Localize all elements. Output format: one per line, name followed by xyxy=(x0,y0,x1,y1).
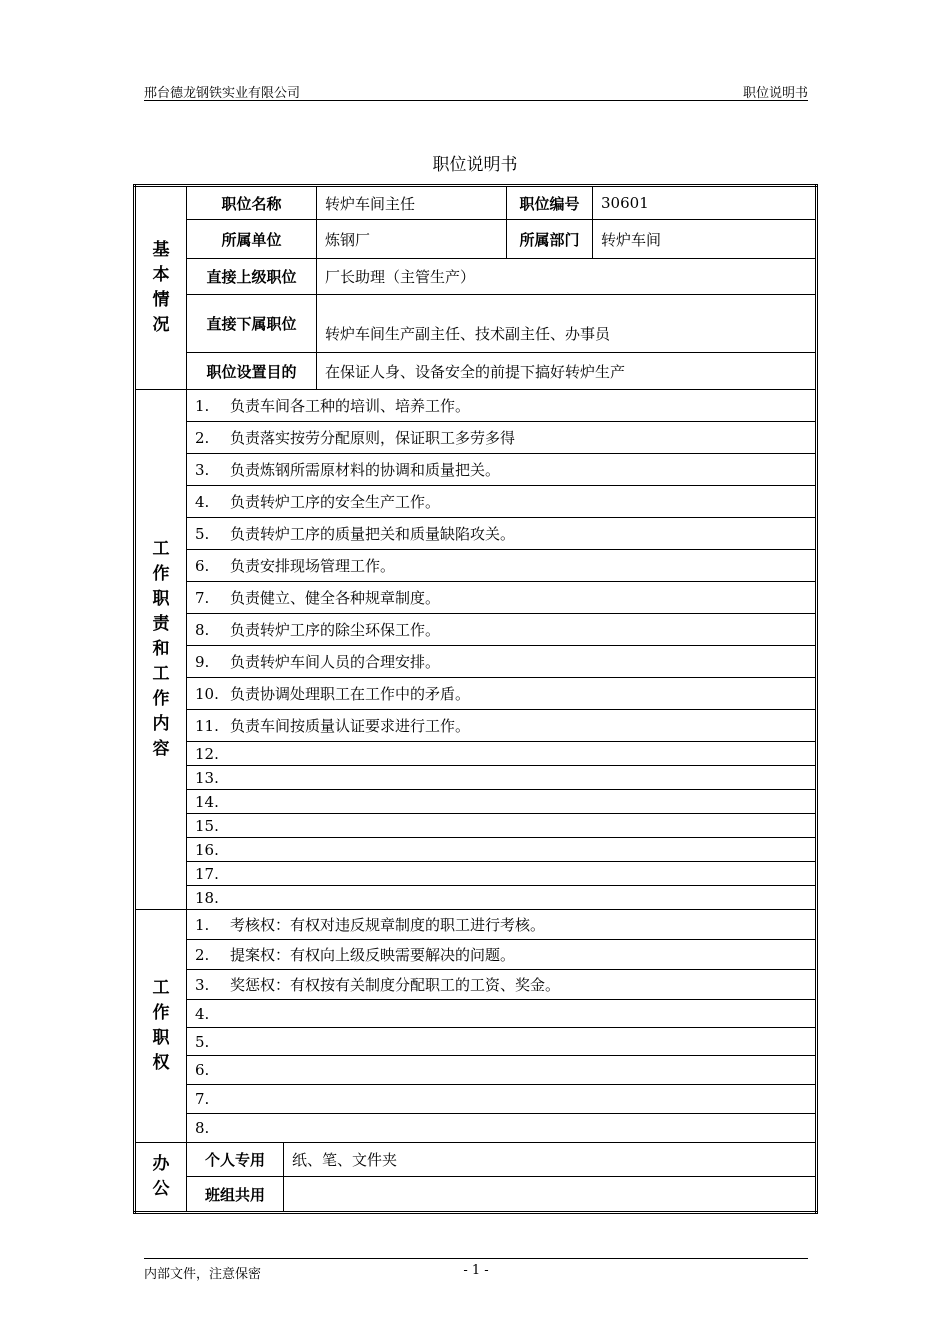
list-item-row xyxy=(135,910,817,940)
list-item xyxy=(187,422,817,454)
item-number: 1. xyxy=(195,397,210,415)
personal-use-value: 纸、笔、文件夹 xyxy=(284,1143,817,1177)
list-item-row xyxy=(135,486,817,518)
list-item xyxy=(187,910,817,940)
item-number: 8. xyxy=(195,1119,210,1137)
list-item xyxy=(187,454,817,486)
position-name-value: 转炉车间主任 xyxy=(317,186,507,220)
list-item-row xyxy=(135,518,817,550)
item-number: 7. xyxy=(195,1090,210,1108)
item-text: 负责转炉工序的除尘环保工作。 xyxy=(230,621,441,639)
item-text: 提案权：有权向上级反映需要解决的问题。 xyxy=(230,946,516,964)
list-item xyxy=(187,1028,817,1056)
item-text: 考核权：有权对违反规章制度的职工进行考核。 xyxy=(230,916,546,934)
list-item-row xyxy=(135,970,817,1000)
item-text: 负责落实按劳分配原则，保证职工多劳多得 xyxy=(230,429,516,447)
item-number: 9. xyxy=(195,653,210,671)
item-number: 2. xyxy=(195,946,210,964)
list-item xyxy=(187,1056,817,1085)
item-text: 奖惩权：有权按有关制度分配职工的工资、奖金。 xyxy=(230,976,561,994)
item-number: 12. xyxy=(195,744,219,763)
section-office: 办 公 xyxy=(135,1143,187,1213)
item-number: 5. xyxy=(195,525,210,543)
row-purpose xyxy=(135,353,817,390)
dept-label: 所属部门 xyxy=(507,220,593,259)
item-text: 负责车间按质量认证要求进行工作。 xyxy=(230,717,471,735)
item-number: 5. xyxy=(195,1032,210,1051)
row-subordinate xyxy=(135,295,817,353)
list-item-row xyxy=(135,1056,817,1085)
item-text: 负责转炉车间人员的合理安排。 xyxy=(230,653,441,671)
list-item xyxy=(187,646,817,678)
item-number: 15. xyxy=(195,816,219,835)
item-number: 6. xyxy=(195,557,210,575)
list-item-row xyxy=(135,454,817,486)
list-item-row xyxy=(135,886,817,910)
item-text: 负责转炉工序的安全生产工作。 xyxy=(230,493,441,511)
list-item-row xyxy=(135,678,817,710)
item-number: 13. xyxy=(195,768,219,787)
item-text: 负责安排现场管理工作。 xyxy=(230,557,396,575)
item-number: 7. xyxy=(195,589,210,607)
subordinate-label: 直接下属职位 xyxy=(187,295,317,353)
list-item-row xyxy=(135,1114,817,1143)
shared-use-value xyxy=(284,1177,817,1213)
row-unit xyxy=(135,220,817,259)
list-item xyxy=(187,710,817,742)
item-number: 2. xyxy=(195,429,210,447)
list-item xyxy=(187,790,817,814)
list-item-row xyxy=(135,742,817,766)
list-item xyxy=(187,766,817,790)
list-item-row xyxy=(135,422,817,454)
list-item xyxy=(187,582,817,614)
list-item-row xyxy=(135,646,817,678)
item-text: 负责健立、健全各种规章制度。 xyxy=(230,589,441,607)
page-footer xyxy=(144,1258,808,1282)
list-item xyxy=(187,518,817,550)
item-text: 负责炼钢所需原材料的协调和质量把关。 xyxy=(230,461,501,479)
list-item xyxy=(187,862,817,886)
item-number: 18. xyxy=(195,888,219,907)
row-position-name xyxy=(135,186,817,220)
item-number: 17. xyxy=(195,864,219,883)
list-item-row xyxy=(135,814,817,838)
list-item xyxy=(187,970,817,1000)
list-item xyxy=(187,1000,817,1028)
unit-label: 所属单位 xyxy=(187,220,317,259)
unit-value: 炼钢厂 xyxy=(317,220,507,259)
list-item xyxy=(187,390,817,422)
confidential-note: 内部文件，注意保密 xyxy=(144,1267,262,1282)
list-item xyxy=(187,940,817,970)
document-title: 职位说明书 xyxy=(432,155,518,175)
list-item-row xyxy=(135,1085,817,1114)
list-item-row xyxy=(135,1000,817,1028)
list-item-row xyxy=(135,766,817,790)
list-item-row xyxy=(135,582,817,614)
position-name-label: 职位名称 xyxy=(187,186,317,220)
item-text: 负责协调处理职工在工作中的矛盾。 xyxy=(230,685,471,703)
personal-use-label: 个人专用 xyxy=(187,1143,284,1177)
section-duties: 工 作 职 责 和 工 作 内 容 xyxy=(135,390,187,910)
company-name: 邢台德龙钢铁实业有限公司 xyxy=(144,86,301,101)
subordinate-value: 转炉车间生产副主任、技术副主任、办事员 xyxy=(317,295,817,353)
list-item xyxy=(187,550,817,582)
list-item xyxy=(187,1085,817,1114)
item-number: 11. xyxy=(195,717,219,735)
item-number: 10. xyxy=(195,685,219,703)
item-number: 4. xyxy=(195,1004,210,1023)
list-item xyxy=(187,678,817,710)
list-item-row xyxy=(135,550,817,582)
page-header xyxy=(144,82,808,101)
page-number: - 1 - xyxy=(463,1263,489,1278)
list-item xyxy=(187,1114,817,1143)
row-superior xyxy=(135,259,817,295)
list-item-row xyxy=(135,790,817,814)
list-item-row xyxy=(135,940,817,970)
job-description-table xyxy=(133,184,818,1214)
purpose-label: 职位设置目的 xyxy=(187,353,317,390)
list-item xyxy=(187,814,817,838)
section-basic: 基 本 情 况 xyxy=(135,186,187,390)
position-no-label: 职位编号 xyxy=(507,186,593,220)
superior-label: 直接上级职位 xyxy=(187,259,317,295)
header-doc-type: 职位说明书 xyxy=(742,86,808,101)
item-number: 3. xyxy=(195,976,210,994)
list-item-row xyxy=(135,614,817,646)
shared-use-label: 班组共用 xyxy=(187,1177,284,1213)
dept-value: 转炉车间 xyxy=(593,220,817,259)
list-item xyxy=(187,742,817,766)
list-item-row xyxy=(135,862,817,886)
item-text: 负责车间各工种的培训、培养工作。 xyxy=(230,397,471,415)
position-no-value: 30601 xyxy=(593,186,817,220)
item-text: 负责转炉工序的质量把关和质量缺陷攻关。 xyxy=(230,525,516,543)
purpose-value: 在保证人身、设备安全的前提下搞好转炉生产 xyxy=(317,353,817,390)
item-number: 1. xyxy=(195,916,210,934)
list-item-row xyxy=(135,838,817,862)
list-item xyxy=(187,886,817,910)
item-number: 14. xyxy=(195,792,219,811)
superior-value: 厂长助理（主管生产） xyxy=(317,259,817,295)
list-item-row xyxy=(135,390,817,422)
list-item-row xyxy=(135,1028,817,1056)
row-personal-use xyxy=(135,1143,817,1177)
list-item xyxy=(187,614,817,646)
item-number: 8. xyxy=(195,621,210,639)
item-number: 6. xyxy=(195,1061,210,1079)
list-item xyxy=(187,838,817,862)
row-shared-use xyxy=(135,1177,817,1213)
item-number: 16. xyxy=(195,840,219,859)
item-number: 3. xyxy=(195,461,210,479)
list-item-row xyxy=(135,710,817,742)
item-number: 4. xyxy=(195,493,210,511)
section-authority: 工 作 职 权 xyxy=(135,910,187,1143)
list-item xyxy=(187,486,817,518)
